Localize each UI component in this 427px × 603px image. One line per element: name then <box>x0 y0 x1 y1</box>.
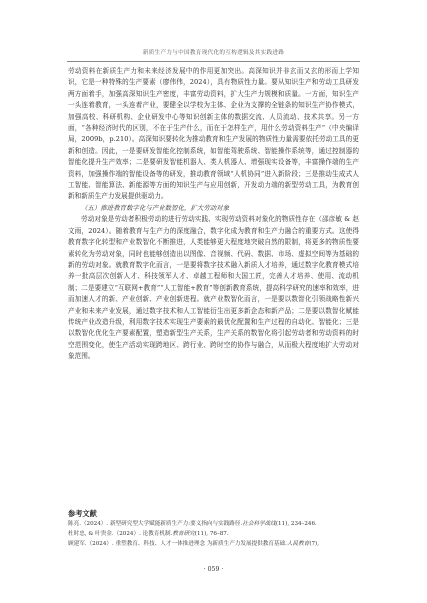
header-rule <box>67 61 360 62</box>
body-paragraph: 劳动资料在新质生产力和未来经济发展中的作用更加突出。高深知识并非玄而又玄的形而上学知识，它是一种特殊的生产要素（廖伟伟，2024），具有物质性力量。要从知识生产和劳动工具研发两方面着手，加强高深知识生产密度，丰富劳动资料，扩大生产力规模和质量。一方面，知识生产一头连着教育，一头连着产业，要健全以学校为主体、企业为支撑的全链条的知识生产协作模式，加强高校、科研机构、企业研发中心等知识创新主体的数据交流、人员流动、技术共享。另一方面，“各种经济时代的区别，不在于生产什么，而在于怎样生产，用什么劳动资料生产”（中央编译局，2009b，p.210）。高深知识要转化为推动教育和生产发展的物质性力量需要依托劳动工具的更新和创造。因此，一是要研发智能化控制系统，如智能驾驶系统、智能操作系统等，通过控制器的智能化提升生产效率；二是要研发智能机器人、类人机器人、增强现实设备等，丰富操作端的生产资料，加强操作端的智能设备等的研发，推动教育领域“人机协同”进入新阶段；三是推动生成式人工智能、智能算法、新能源等方面的知识生产与应用创新，开发动力端的新型劳动工具，为教育创新和新质生产力发展提供驱动力。 <box>68 67 359 201</box>
reference-item: 陈亮.（2024）. 新型研究型大学赋能新质生产力:要义指向与实践路径.社会科学战线(11), 234–246. <box>68 521 317 527</box>
body-paragraph: 劳动对象是劳动者积极劳动的进行劳动实践、实现劳动资料对象化的物质性存在（邵彦敏 & 赵文雨，2024）。随着教育与生产力的深度融合，数字化成为教育和生产力融合的重要方式。这使得教育数字化转型和产业数智化不断推进，人类能够更大程度地突破自然的限制，将更多的物质性要素转化为劳动对象，同时也能够创造出以图像、音视频、代码、数据、市场、虚拟空间等为基础的新的劳动对象。就教育数字化而言，一是要将数字技术融入新质人才培养，通过数字化教育模式培养一批高层次创新人才、科技领军人才、卓越工程师和大国工匠，完善人才培养、使用、流动机制；二是要建立“互联网+教育”“人工智能+教育”等创新教育系统，提高科学研究的速率和效率，进而加速人才的新、产业创新、产业创新进程。就产业数智化而言，一是要以数智化引领战略性新兴产业和未来产业发展，通过数字技术和人工智能衍生出更多新企态和新产品；二是要以数智化赋能传统产业改造升级，利用数字技术实现生产要素的最优化配置和生产过程的自动化、智能化；三是以数智化优化生产要素配置，塑造新型生产关系，生产关系的数智化将引起劳动者和劳动资料的时空范围变化，使生产活动实现跨地区、跨行业、跨时空的协作与融合，从而极大程度地扩大劳动对象范围。 <box>68 215 359 361</box>
article-body <box>68 66 359 363</box>
running-header: 新质生产力与中国教育现代化的互构逻辑及其实践进路 <box>142 50 285 56</box>
references-title: 参考文献 <box>68 509 97 518</box>
section-heading: （五）推进教育数字化与产业数智化，扩大劳动对象 <box>81 203 230 212</box>
page-number: · 059 · <box>203 566 224 573</box>
reference-list <box>68 520 359 549</box>
reference-item: 杜时忠, & 叶贵金.（2024）. 论教育机制.教育研究(11), 76–87. <box>68 530 229 537</box>
reference-item: 顾建军.（2024）. 重塑教育、科技、人才一体推进理念 为新质生产力发展提供教育基础.人民教育(7), <box>68 540 320 547</box>
